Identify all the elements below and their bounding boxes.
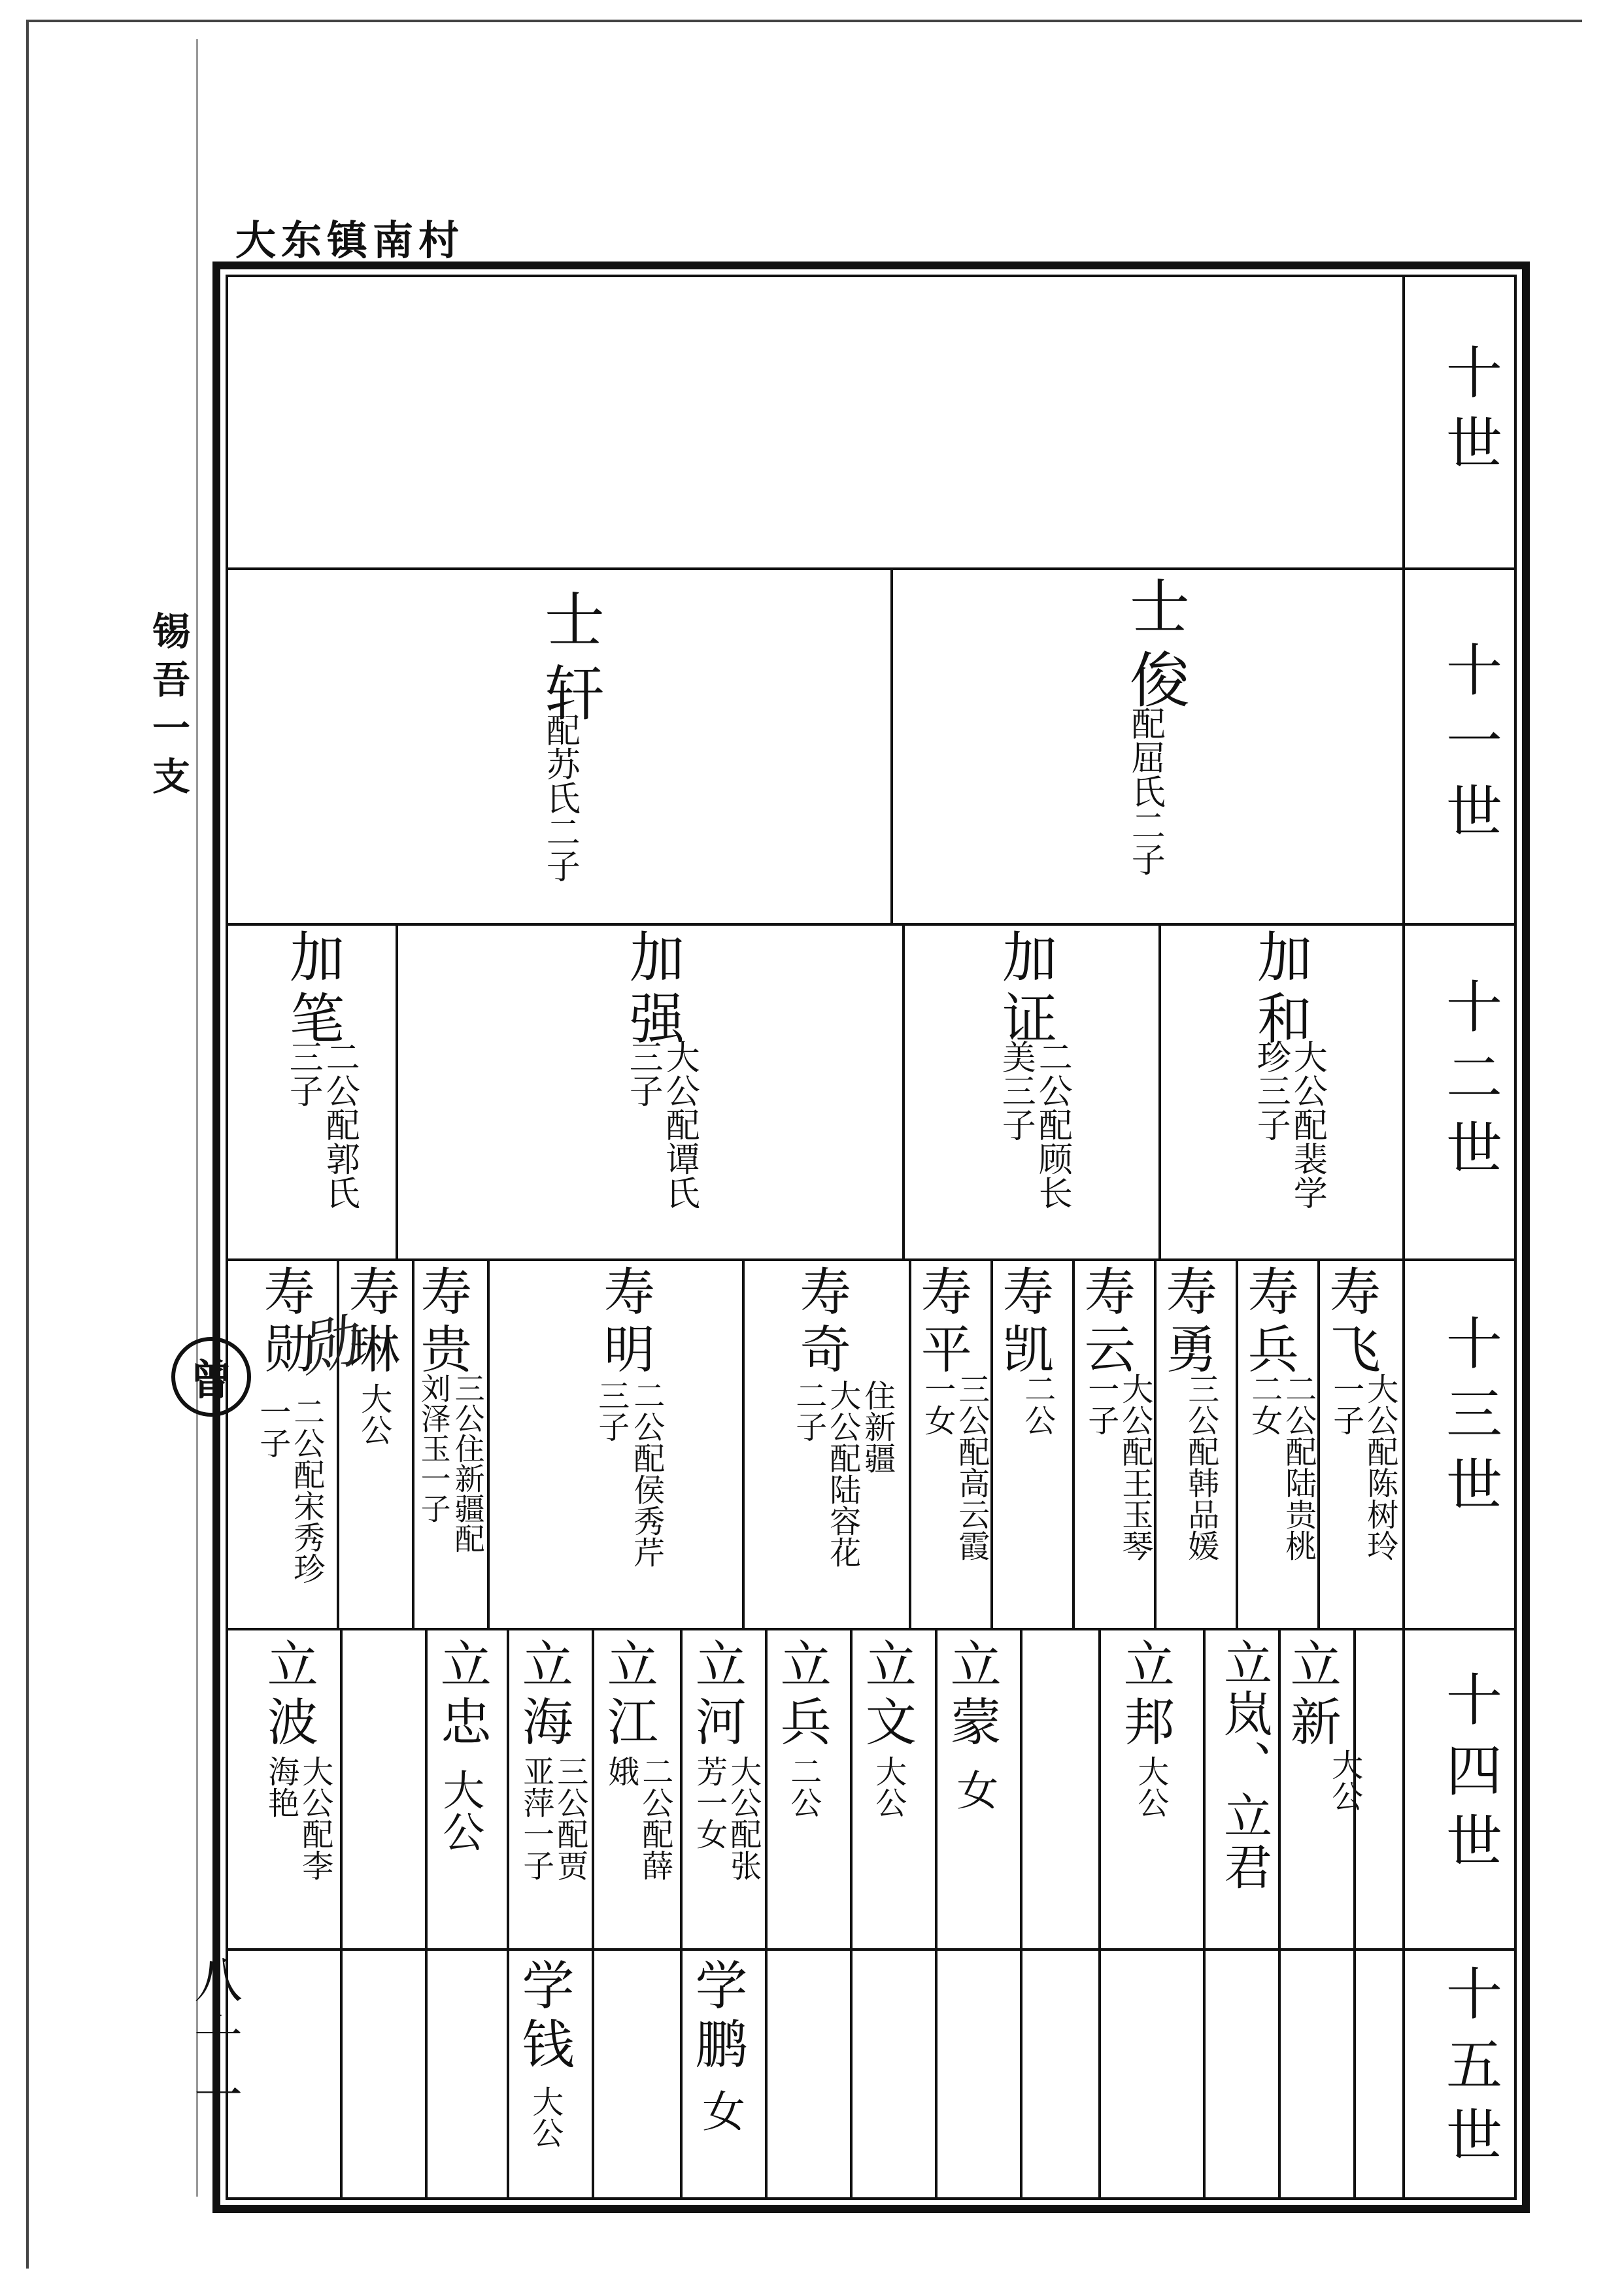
handwritten-annotation: 勋 xyxy=(292,1307,363,1385)
gen14-divider-2 xyxy=(1278,1628,1281,2200)
page-frame-top xyxy=(26,20,1582,22)
person-note: 二公配顾长 xyxy=(1032,1039,1072,1209)
gen14-cell-3 xyxy=(1108,1638,1200,1945)
gen14-cell-10 xyxy=(431,1638,503,1945)
gen12-entry-1 xyxy=(1242,928,1399,1255)
gen-label-12: 十二世 xyxy=(1436,977,1502,1189)
gen14-divider-8 xyxy=(765,1628,768,2200)
gen13-entry-4 xyxy=(1075,1265,1154,1625)
gen-label-15: 十五世 xyxy=(1436,1965,1502,2176)
person-note-2: 二女 xyxy=(1245,1373,1283,1436)
gen13-entry-7 xyxy=(752,1265,902,1625)
person-name: 寿勇 xyxy=(1157,1265,1217,1380)
gen-label-11: 十一世 xyxy=(1436,641,1502,853)
person-name: 士轩 xyxy=(535,588,605,735)
person-name: 立文 xyxy=(856,1638,916,1753)
gen14-divider-6 xyxy=(935,1628,938,2200)
person-name: 寿平 xyxy=(912,1265,972,1380)
person-name: 立兵 xyxy=(771,1638,831,1753)
row-rule-1 xyxy=(226,567,1517,570)
gen14-cell-7 xyxy=(686,1638,762,1945)
person-note: 住新疆 xyxy=(858,1379,896,1474)
gen14-cell-1 xyxy=(1281,1638,1363,1945)
person-note-2: 三子 xyxy=(592,1379,630,1442)
person-name: 加证 xyxy=(993,928,1058,1051)
person-note-2: 三子 xyxy=(623,1039,663,1107)
gen11-entry-2 xyxy=(526,588,631,915)
page-frame-left xyxy=(26,20,29,2269)
person-name: 寿凯 xyxy=(994,1265,1053,1380)
margin-rule xyxy=(196,39,198,2197)
person-note: 大公配张 xyxy=(724,1755,762,1881)
gen-label-10: 十世 xyxy=(1436,343,1502,484)
person-name: 寿飞 xyxy=(1321,1265,1380,1380)
gen13-divider-8 xyxy=(487,1258,490,1628)
person-note: 大公配谭氏 xyxy=(660,1039,700,1209)
person-note: 二公配宋秀珍 xyxy=(288,1396,325,1584)
person-name: 加和 xyxy=(1248,928,1313,1051)
person-note: 二公 xyxy=(785,1755,822,1818)
gen14-divider-13 xyxy=(340,1628,343,2200)
person-name: 士俊 xyxy=(1120,575,1190,722)
gen12-divider-1 xyxy=(1158,923,1161,1258)
person-note: 大公 xyxy=(526,2085,564,2148)
gen-label-13: 十三世 xyxy=(1436,1314,1502,1526)
gen14-divider-4 xyxy=(1098,1628,1101,2200)
person-name: 立岚、立君 xyxy=(1216,1638,1273,1893)
person-note-2: 一女 xyxy=(919,1373,956,1436)
gen13-divider-6 xyxy=(909,1258,911,1628)
gen14-divider-10 xyxy=(592,1628,594,2200)
person-name: 立邦 xyxy=(1115,1638,1174,1753)
gen12-entry-2 xyxy=(987,928,1144,1255)
person-note: 三公配贾 xyxy=(551,1755,588,1881)
row-rule-5 xyxy=(226,1948,1517,1951)
person-note-2: 大公配陆容花 xyxy=(824,1379,861,1568)
gen14-divider-11 xyxy=(507,1628,509,2200)
person-note-2: 珍三子 xyxy=(1251,1039,1291,1141)
person-note: 三公配韩品媛 xyxy=(1182,1373,1219,1561)
gen13-entry-5 xyxy=(994,1265,1072,1625)
gen13-entry-3 xyxy=(1157,1265,1236,1625)
gen13-divider-1 xyxy=(1317,1258,1320,1628)
person-name: 立新 xyxy=(1281,1638,1341,1753)
person-name: 立忠 xyxy=(431,1638,491,1753)
gen11-entry-1 xyxy=(1111,575,1216,915)
page-number: 八十一 xyxy=(186,1955,243,2127)
person-name: 立波 xyxy=(258,1638,318,1753)
gen14-cell-4 xyxy=(941,1638,1017,1945)
gen13-entry-1 xyxy=(1321,1265,1399,1625)
person-name: 立蒙 xyxy=(941,1638,1001,1753)
person-note: 三公配高云霞 xyxy=(953,1373,990,1561)
gen-label-14: 十四世 xyxy=(1436,1670,1502,1882)
person-note-2: 一子 xyxy=(1327,1373,1364,1436)
person-note-2: 美三子 xyxy=(996,1039,1036,1141)
gen15-cell-1 xyxy=(686,1958,762,2197)
person-name: 学钱 xyxy=(513,1958,574,2076)
gen13-divider-5 xyxy=(990,1258,993,1628)
gen14-divider-7 xyxy=(850,1628,853,2200)
person-name: 寿琳 xyxy=(340,1265,399,1380)
gen14-divider-3 xyxy=(1203,1628,1206,2200)
person-note: 大公配裴学 xyxy=(1287,1039,1327,1209)
gen13-entry-6 xyxy=(912,1265,990,1625)
person-note-3: 二子 xyxy=(790,1379,827,1442)
gen14-divider-9 xyxy=(680,1628,683,2200)
person-name: 寿明 xyxy=(595,1265,654,1380)
person-name: 寿奇 xyxy=(791,1265,851,1380)
gen14-cell-8 xyxy=(598,1638,677,1945)
gen13-entry-2 xyxy=(1239,1265,1317,1625)
person-name: 寿勋 xyxy=(255,1265,314,1380)
person-note-2: 亚萍一子 xyxy=(517,1755,554,1881)
gen14-cell-11 xyxy=(252,1638,337,1945)
person-note-2: 三子 xyxy=(283,1039,323,1107)
person-note-2: 一子 xyxy=(1082,1373,1119,1436)
person-name: 寿云 xyxy=(1075,1265,1135,1380)
row-rule-4 xyxy=(226,1628,1517,1630)
person-note: 二公配侯秀芹 xyxy=(628,1379,665,1568)
person-note-2: 刘泽玉一子 xyxy=(416,1373,452,1523)
person-name: 立河 xyxy=(686,1638,746,1753)
person-note: 二公 xyxy=(1019,1373,1056,1436)
person-note: 大公配陈树玲 xyxy=(1361,1373,1398,1561)
seal-text: 曾 xyxy=(190,1356,232,1405)
person-note: 大公 xyxy=(1132,1755,1169,1818)
gen14-divider-1 xyxy=(1353,1628,1356,2200)
person-note: 女 xyxy=(949,1768,998,1810)
gen11-divider xyxy=(890,567,893,923)
person-note: 二公配郭氏 xyxy=(320,1039,360,1209)
gen14-entry-1 xyxy=(1363,1638,1402,1945)
branch-label: 锡吾一支 xyxy=(146,611,190,805)
gen13-divider-7 xyxy=(742,1258,745,1628)
person-note: 大公 xyxy=(1326,1749,1363,1812)
gen14-divider-12 xyxy=(425,1628,428,2200)
gen12-divider-2 xyxy=(902,923,905,1258)
person-name: 学鹏 xyxy=(686,1958,747,2076)
gen14-cell-5 xyxy=(856,1638,932,1945)
gen13-divider-4 xyxy=(1072,1258,1075,1628)
gen13-entry-9 xyxy=(412,1265,487,1625)
person-name: 立海 xyxy=(513,1638,573,1753)
person-note-2: 海艳 xyxy=(262,1755,299,1818)
person-note: 大公 xyxy=(435,1768,484,1852)
row-rule-3 xyxy=(226,1258,1517,1261)
gen13-divider-3 xyxy=(1154,1258,1157,1628)
person-note-2: 一子 xyxy=(254,1396,291,1459)
person-note: 大公配王玉琴 xyxy=(1116,1373,1153,1561)
gen15-cell-2 xyxy=(513,1958,588,2197)
person-note: 大公 xyxy=(355,1383,392,1445)
person-name: 加强 xyxy=(620,928,685,1051)
person-note: 配屈氏二子 xyxy=(1125,706,1165,876)
gen13-entry-8 xyxy=(556,1265,726,1625)
person-note: 二公配薛 xyxy=(636,1755,673,1881)
person-note: 三公住新疆配 xyxy=(450,1373,486,1553)
person-name: 寿兵 xyxy=(1239,1265,1298,1380)
person-note-2: 芳一女 xyxy=(690,1755,728,1849)
person-note: 女 xyxy=(694,2089,745,2132)
person-note: 大公 xyxy=(870,1755,907,1818)
gen14-cell-6 xyxy=(771,1638,847,1945)
person-note: 大公配李 xyxy=(296,1755,333,1881)
person-note: 配苏氏二子 xyxy=(540,713,580,883)
gen12-divider-3 xyxy=(396,923,398,1258)
person-name: 加笔 xyxy=(280,928,345,1051)
gen12-entry-3 xyxy=(615,928,771,1255)
gen-column-rule xyxy=(1402,275,1405,2200)
person-name: 寿贵 xyxy=(412,1265,471,1380)
gen14-divider-5 xyxy=(1020,1628,1022,2200)
person-note: 二公配陆贵桃 xyxy=(1279,1373,1317,1561)
gen12-entry-4 xyxy=(281,928,392,1255)
gen14-cell-2 xyxy=(1216,1638,1278,1945)
person-note-2: 娥 xyxy=(602,1755,639,1787)
header-title: 大东镇南村 xyxy=(235,216,465,264)
gen13-divider-2 xyxy=(1236,1258,1238,1628)
gen14-cell-9 xyxy=(513,1638,588,1945)
person-name: 立江 xyxy=(598,1638,658,1753)
row-rule-2 xyxy=(226,923,1517,926)
